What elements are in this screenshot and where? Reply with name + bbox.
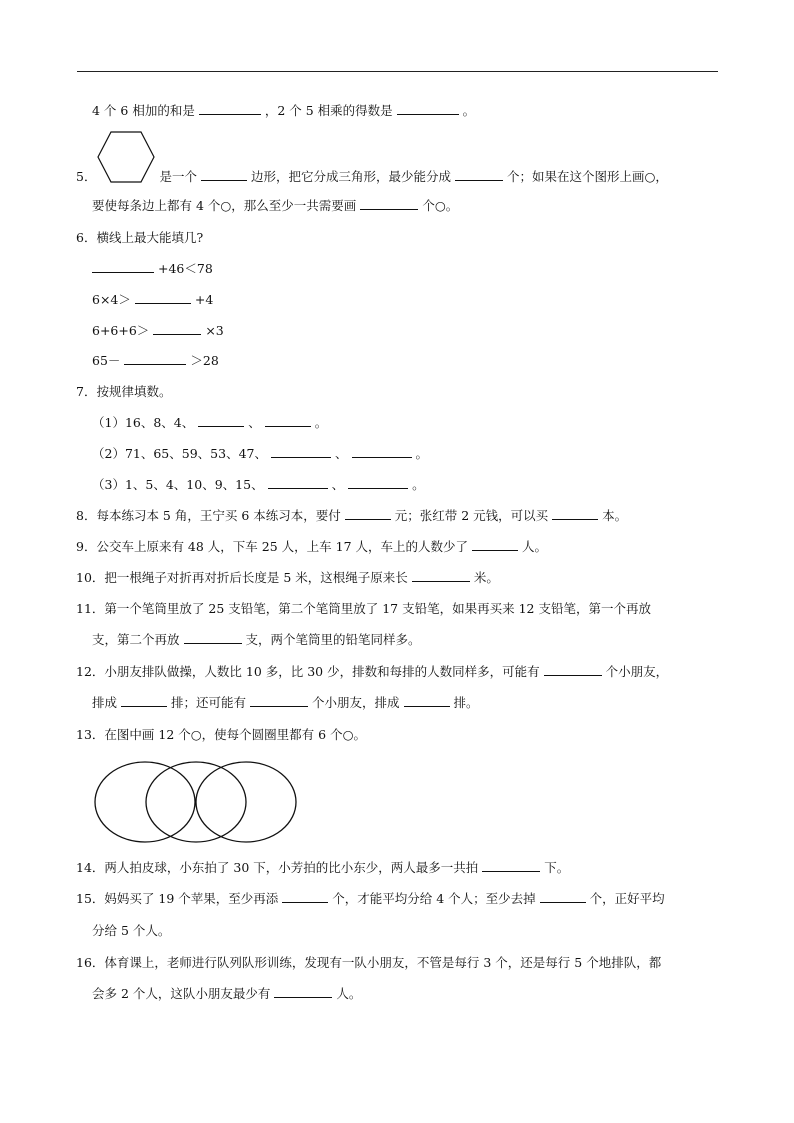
answer-blank[interactable] <box>544 663 602 676</box>
q8-text: 每本练习本 5 角，王宁买 6 本练习本，要付 <box>96 508 341 523</box>
q9-text: 公交车上原来有 48 人，下车 25 人，上车 17 人，车上的人数少了 <box>96 539 469 554</box>
q16-text-2: 会多 2 个人，这队小朋友最少有 <box>92 986 271 1001</box>
answer-blank[interactable] <box>455 168 503 181</box>
q6b-line <box>92 291 213 309</box>
separator: 、 <box>248 415 261 430</box>
answer-blank[interactable] <box>482 859 540 872</box>
q13-line <box>76 726 366 744</box>
answer-blank[interactable] <box>282 890 328 903</box>
q15-text-4: 分给 5 个人。 <box>92 923 171 938</box>
answer-blank[interactable] <box>397 102 459 115</box>
answer-blank[interactable] <box>540 890 586 903</box>
q4-text-3: 。 <box>462 103 476 118</box>
q5-text-5: 个○。 <box>422 198 459 213</box>
q7c-text: （3）1、5、4、10、9、15、 <box>92 477 264 492</box>
q15-text-2: 个，才能平均分给 4 个人；至少去掉 <box>332 891 536 906</box>
q6c-text: 6+6+6＞ <box>92 323 150 338</box>
answer-blank[interactable] <box>198 414 244 427</box>
end-mark: 。 <box>412 477 425 492</box>
q6b-text-2: +4 <box>194 292 214 307</box>
end-mark: 。 <box>415 446 429 461</box>
answer-blank[interactable] <box>404 694 450 707</box>
answer-blank[interactable] <box>92 260 154 273</box>
q5-line-1 <box>76 168 668 186</box>
q6d-line <box>92 352 219 370</box>
q7-line <box>76 383 171 401</box>
answer-blank[interactable] <box>121 694 167 707</box>
answer-blank[interactable] <box>472 538 518 551</box>
answer-blank[interactable] <box>135 291 191 304</box>
answer-blank[interactable] <box>412 569 470 582</box>
q12-text: 小朋友排队做操，人数比 10 多，比 30 少，排数和每排的人数同样多，可能有 <box>104 664 540 679</box>
q11-text: 第一个笔筒里放了 25 支铅笔，第二个笔筒里放了 17 支铅笔，如果再买来 12 支铅笔，第一个再放 <box>104 601 651 616</box>
q6a-text: +46＜78 <box>158 261 213 276</box>
question-number: 7． <box>76 384 97 399</box>
q10-line <box>76 569 499 587</box>
q14-text: 两人拍皮球，小东拍了 30 下，小芳拍的比小东少，两人最多一共拍 <box>104 860 479 875</box>
q12-text-4: 排；还可能有 <box>171 695 247 710</box>
three-ellipses-figure <box>93 760 299 844</box>
answer-blank[interactable] <box>345 507 391 520</box>
left-ellipse <box>95 762 195 842</box>
answer-blank[interactable] <box>201 168 247 181</box>
q7c-line <box>92 476 425 494</box>
question-number: 14． <box>76 860 105 875</box>
q12-text-6: 排。 <box>453 695 479 710</box>
question-number: 11． <box>76 601 105 616</box>
q6d-text: 65－ <box>92 353 121 368</box>
q15-text: 妈妈买了 19 个苹果，至少再添 <box>104 891 279 906</box>
q5-text-3: 个；如果在这个图形上画○， <box>506 169 668 184</box>
q4-text-2: ，2 个 5 相乘的得数是 <box>264 103 393 118</box>
question-number: 16． <box>76 955 105 970</box>
answer-blank[interactable] <box>199 102 261 115</box>
q11-text-2: 支，第二个再放 <box>92 632 180 647</box>
q12-line-1 <box>76 663 668 681</box>
q7a-text: （1）16、8、4、 <box>92 415 195 430</box>
q8-line <box>76 507 627 525</box>
question-number: 10． <box>76 570 105 585</box>
q6d-text-2: ＞28 <box>190 353 219 368</box>
q7-text: 按规律填数。 <box>96 384 172 399</box>
q16-text: 体育课上，老师进行队列队形训练，发现有一队小朋友，不管是每行 3 个，还是每行 5 个地排队，都 <box>104 955 662 970</box>
q12-text-5: 个小朋友，排成 <box>312 695 400 710</box>
question-number: 12． <box>76 664 105 679</box>
q15-line-2 <box>92 922 170 940</box>
answer-blank[interactable] <box>360 197 418 210</box>
q12-text-2: 个小朋友， <box>605 664 669 679</box>
answer-blank[interactable] <box>268 476 328 489</box>
q15-text-3: 个，正好平均 <box>589 891 665 906</box>
q11-text-3: 支，两个笔筒里的铅笔同样多。 <box>245 632 421 647</box>
q14-text-2: 下。 <box>544 860 570 875</box>
q6-line <box>76 229 203 247</box>
answer-blank[interactable] <box>250 694 308 707</box>
q11-line-2 <box>92 631 421 649</box>
answer-blank[interactable] <box>552 507 598 520</box>
q12-line-2 <box>92 694 479 712</box>
q16-line-1 <box>76 954 661 972</box>
q11-line-1 <box>76 600 651 618</box>
answer-blank[interactable] <box>184 631 242 644</box>
q10-text-2: 米。 <box>473 570 499 585</box>
header-rule <box>77 71 718 72</box>
question-number: 9． <box>76 539 97 554</box>
q9-line <box>76 538 547 556</box>
separator: 、 <box>331 477 345 492</box>
question-number: 8． <box>76 508 97 523</box>
answer-blank[interactable] <box>124 352 186 365</box>
q16-text-3: 人。 <box>336 986 362 1001</box>
q6b-text: 6×4＞ <box>92 292 131 307</box>
q7a-line <box>92 414 327 432</box>
answer-blank[interactable] <box>352 445 412 458</box>
question-number: 5． <box>76 169 97 184</box>
q9-text-2: 人。 <box>522 539 548 554</box>
q5-text-2: 边形，把它分成三角形，最少能分成 <box>250 169 451 184</box>
answer-blank[interactable] <box>271 445 331 458</box>
question-number: 15． <box>76 891 105 906</box>
q6-text: 横线上最大能填几? <box>96 230 204 245</box>
q7b-line <box>92 445 428 463</box>
q16-line-2 <box>92 985 361 1003</box>
q15-line-1 <box>76 890 665 908</box>
question-number: 6． <box>76 230 97 245</box>
q5-text-4: 要使每条边上都有 4 个○，那么至少一共需要画 <box>92 198 357 213</box>
q6a-line <box>92 260 213 278</box>
q12-text-3: 排成 <box>92 695 118 710</box>
q6c-line <box>92 322 224 340</box>
q8-text-2: 元；张红带 2 元钱，可以买 <box>394 508 549 523</box>
question-number: 13． <box>76 727 105 742</box>
answer-blank[interactable] <box>348 476 408 489</box>
q14-line <box>76 859 569 877</box>
q10-text: 把一根绳子对折再对折后长度是 5 米，这根绳子原来长 <box>104 570 408 585</box>
q6c-text-2: ×3 <box>205 323 224 338</box>
q7b-text: （2）71、65、59、53、47、 <box>92 446 267 461</box>
end-mark: 。 <box>314 415 328 430</box>
q4-text: 4 个 6 相加的和是 <box>92 103 195 118</box>
q13-text: 在图中画 12 个○，使每个圆圈里都有 6 个○。 <box>104 727 366 742</box>
q4-line <box>92 102 475 120</box>
answer-blank[interactable] <box>274 985 332 998</box>
separator: 、 <box>334 446 348 461</box>
answer-blank[interactable] <box>153 322 201 335</box>
q8-text-3: 本。 <box>602 508 628 523</box>
q5-text: 是一个 <box>159 169 197 184</box>
q5-line-2 <box>92 197 458 215</box>
answer-blank[interactable] <box>265 414 311 427</box>
